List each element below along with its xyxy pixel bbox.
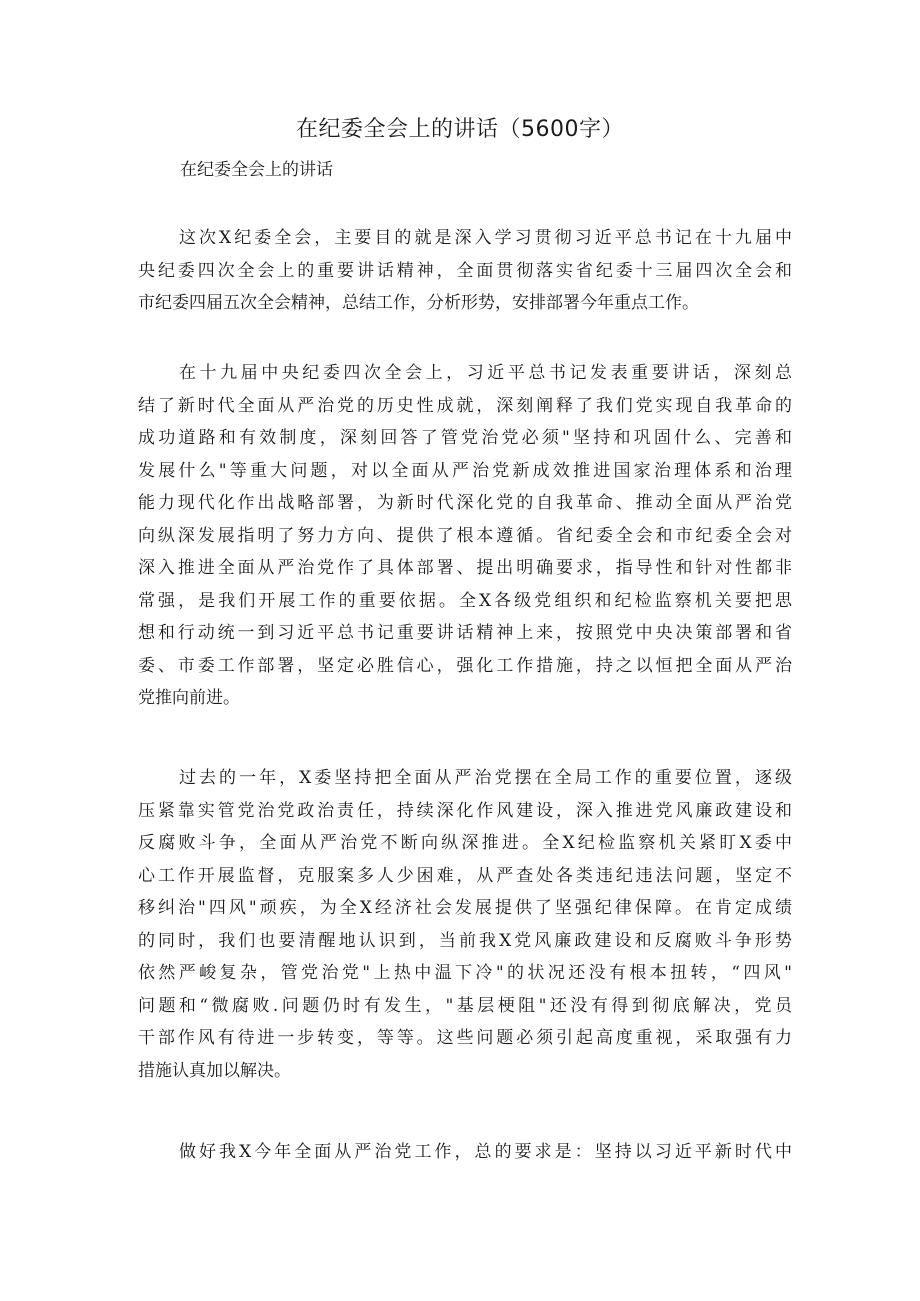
document-title: 在纪委全会上的讲话（5600字）	[296, 117, 624, 142]
text-line: 反腐败斗争，全面从严治党不断向纵深推进。全X纪检监察机关紧盯X委中	[138, 833, 792, 853]
text-line: 发展什么"等重大问题，对以全面从严治党新成效推进国家治理体系和治理	[138, 460, 792, 481]
text-line: 干部作风有待进一步转变，等等。这些问题必须引起高度重视，采取强有力	[138, 1028, 792, 1048]
text-line: 成功道路和有效制度，深刻回答了管党治党必须"坚持和巩固什么、完善和	[138, 428, 792, 448]
text-line: 常强，是我们开展工作的重要依据。全X各级党组织和纪检监察机关要把思	[138, 590, 792, 611]
text-line: 市纪委四届五次全会精神，总结工作，分析形势，安排部署今年重点工作。	[138, 293, 699, 313]
text-line: 移纠治"四风"顽疾，为全X经济社会发展提供了坚强纪律保障。在肯定成绩	[138, 898, 792, 918]
text-line: 问题和“微腐败.问题仍时有发生，"基层梗阻"还没有得到彻底解决，党员	[138, 995, 792, 1016]
text-line: 央纪委四次全会上的重要讲话精神，全面贯彻落实省纪委十三届四次全会和	[138, 260, 792, 281]
text-line: 深入推进全面从严治党作了具体部署、提出明确要求，指导性和针对性都非	[138, 558, 792, 578]
text-line: 能力现代化作出战略部署，为新时代深化党的自我革命、推动全面从严治党	[138, 493, 792, 513]
text-line: 过去的一年，X委坚持把全面从严治党摆在全局工作的重要位置，逐级	[179, 768, 792, 788]
paragraph-intro	[138, 222, 792, 320]
text-line: 依然严峻复杂，管党治党"上热中温下冷"的状况还没有根本扭转，“四风"	[138, 963, 792, 983]
paragraph-past-year	[138, 762, 792, 1087]
document-subtitle: 在纪委全会上的讲话	[180, 160, 333, 180]
paragraph-requirements	[138, 1136, 792, 1169]
text-line: 向纵深发展指明了努力方向、提供了根本遵循。省纪委全会和市纪委全会对	[138, 525, 792, 546]
text-line: 想和行动统一到习近平总书记重要讲话精神上来，按照党中央决策部署和省	[138, 623, 792, 643]
text-line: 的同时，我们也要清醒地认识到，当前我X党风廉政建设和反腐败斗争形势	[138, 930, 792, 951]
text-line: 做好我X今年全面从严治党工作，总的要求是：坚持以习近平新时代中	[179, 1142, 792, 1162]
text-line: 心工作开展监督，克服案多人少困难，从严查处各类违纪违法问题，坚定不	[138, 865, 792, 886]
text-line: 措施认真加以解决。	[138, 1060, 291, 1081]
text-line: 压紧靠实管党治党政治责任，持续深化作风建设，深入推进党风廉政建设和	[138, 800, 792, 821]
text-line: 这次X纪委全会，主要目的就是深入学习贯彻习近平总书记在十九届中	[179, 228, 792, 248]
paragraph-speech-summary	[138, 357, 792, 715]
text-line: 结了新时代全面从严治党的历史性成就，深刻阐释了我们党实现自我革命的	[138, 395, 792, 416]
text-line: 党推向前进。	[138, 688, 240, 708]
text-line: 在十九届中央纪委四次全会上，习近平总书记发表重要讲话，深刻总	[179, 363, 792, 383]
text-line: 委、市委工作部署，坚定必胜信心，强化工作措施，持之以恒把全面从严治	[138, 655, 792, 676]
